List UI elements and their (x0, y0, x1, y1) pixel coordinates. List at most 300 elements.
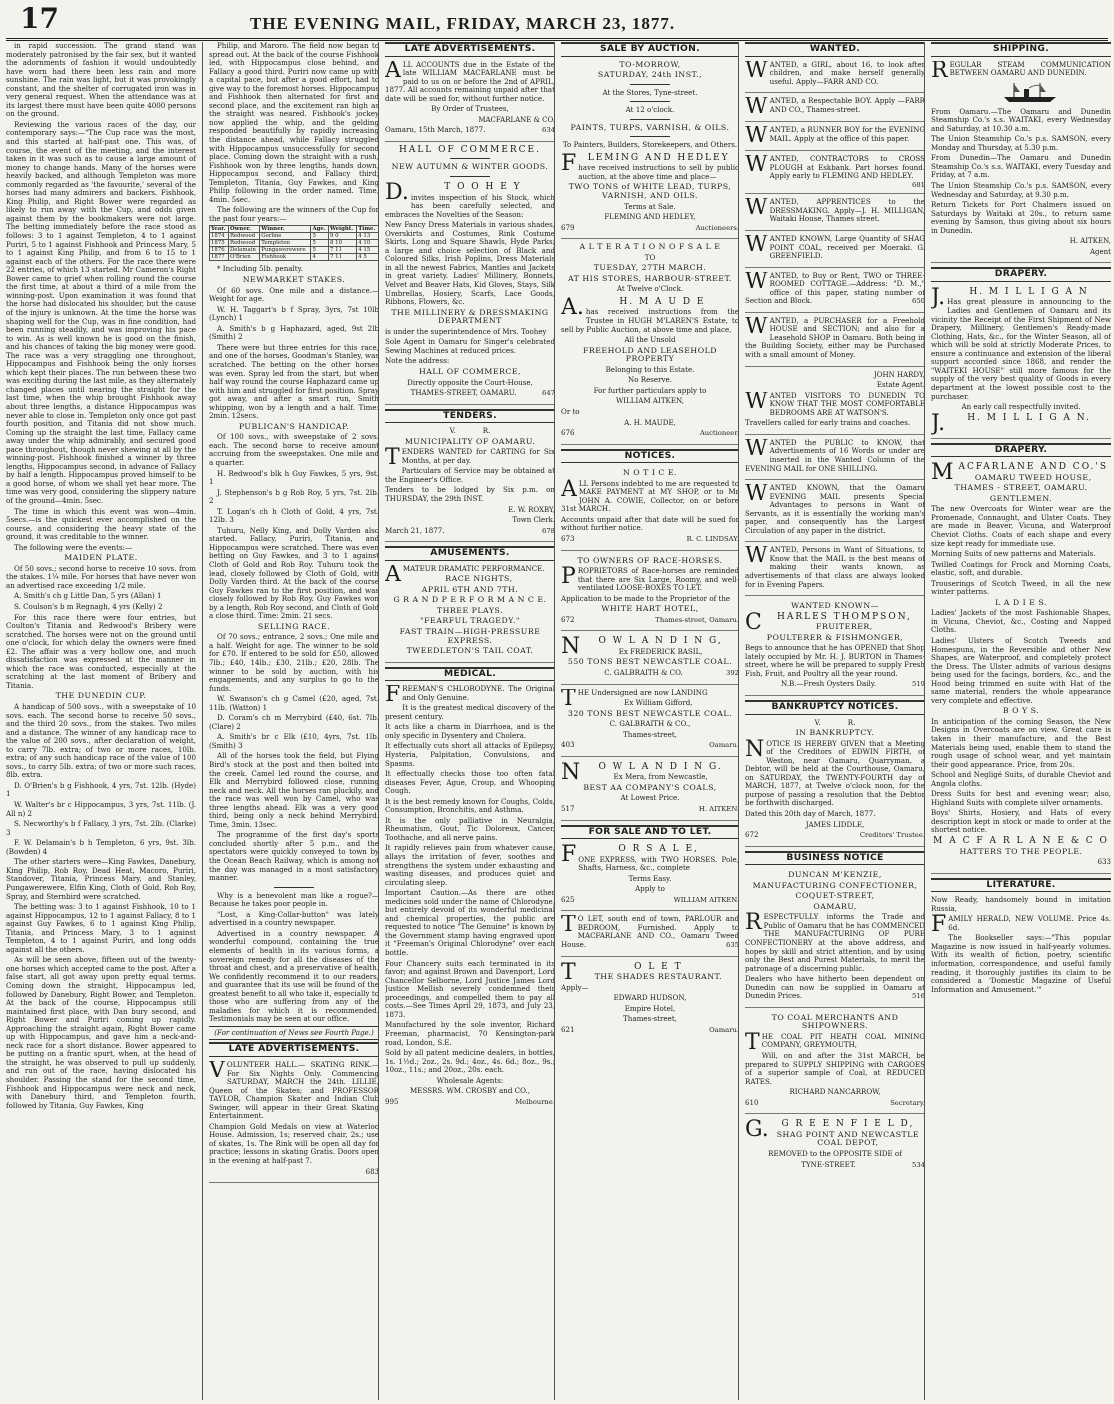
ad-text: From Dunedin—The Oamaru and Dunedin Steamship Co.'s s.s. WAITAKI, every Tuesday and Friday, at 7 a.m. (931, 153, 1111, 180)
divider (450, 176, 490, 177)
vr-v: V. (814, 718, 821, 727)
ad-name: O W L A N D I N G, (598, 636, 723, 647)
ad-text: TO (644, 252, 656, 262)
race-result: S. Coulson's b m Regnagh, 4 yrs (Kelly) 2 (14, 602, 163, 611)
ad-text: Ladies' Ulsters of Scotch Tweeds and Homespuns, in the Reversible and other New Shapes, are Waterproof, and completely protect the Dress. The Ulster admits of various designs being used for the facings, borders, &c., and the Hood being trimmed en suite with Hat of the same material, renders the whole appearance very complete and effective. (931, 635, 1111, 705)
ad-text: Important Caution.—As there are other medicines sold under the name of Chlorodyne, but entirely devoid of its wonderful medicinal and chemical properties, the public are requested to notice "The Genuine" is known by the Government stamp having engraved upon it "Freeman's Original Chlorodyne" over each bottle. (385, 888, 555, 958)
ad-text: OAMARU, (813, 901, 857, 911)
ad-text: RACE NIGHTS, (445, 574, 513, 584)
ad-text: For further particulars apply to (593, 385, 707, 395)
ad-text: At 12 o'clock. (625, 105, 675, 115)
ad-text: Begs to announce that he has OPENED that Shop lately occupied by Mr. H. J. BURTON in Thames-street, where he will be prepared to supply Fresh Fish, Fruit, and Poultry all the year round. (745, 643, 925, 678)
dropcap: R (931, 60, 948, 83)
ad-heading: TO OWNERS OF RACE-HORSES. (577, 555, 723, 565)
ad-name: O R S A L E, (618, 844, 699, 855)
masthead-rule (6, 38, 1108, 41)
ad-text: ANTED, CONTRACTORS to CROSS PLOUGH at Eskbank. Part horses found. Apply early to FLEMING AND HEDLEY. (769, 155, 925, 181)
dropcap: W (745, 126, 768, 149)
ad-signature: RICHARD NANCARROW, (789, 1087, 881, 1097)
ad-number: 519 (912, 680, 925, 689)
ad-date: Dated this 20th day of March, 1877. (745, 809, 876, 818)
table-cell: 8 10 (329, 240, 357, 247)
ad-text: To Painters, Builders, Storekeepers, and Others. (562, 140, 738, 150)
dropcap: A. (561, 295, 584, 320)
ad-number: 672 (745, 830, 759, 840)
ad-for-sale-express (561, 843, 739, 911)
table-header: Year. (210, 226, 229, 233)
ad-signature: WILLIAM AITKEN, (615, 396, 685, 406)
ad-text: COQUET-STREET, (795, 891, 875, 901)
ad-text: The new Overcoats for Winter wear are the Promenade, Connaught, and Ulster Coats. They are made in Beaver, Vicuna, and Waterproof Cheviot Cloths. Coats of each shape and every size kept ready for immediate use. (931, 504, 1111, 548)
ad-text: Terms Easy. (628, 873, 672, 883)
ad-heading: NEW AUTUMN & WINTER GOODS. (391, 162, 549, 172)
ad-text: Empire Hotel, (624, 1003, 676, 1013)
article-paragraph: Of 100 sovs., with sweepstake of 2 sovs. each. The second horse to receive amount accruing from the sweepstakes. One mile and a quarter. (209, 432, 379, 467)
ad-signature: MACFARLANE & CO. (478, 115, 555, 124)
ad-text: No Reserve. (628, 375, 672, 385)
ad-text: Dress Suits for best and evening wear; also, Highland Suits with complete silver ornaments. (931, 789, 1111, 807)
ad-signature: C. GALBRAITH & CO. (604, 667, 683, 677)
ad-text: ANTED the PUBLIC to KNOW, that Advertisements of 16 Words or under are inserted in the Wanted Column of the EVENING MAIL for ONE SHILLING. (745, 438, 925, 473)
ad-role: Estate Agent. (876, 381, 925, 390)
ad-wanted-visitors (745, 392, 925, 435)
dropcap: W (745, 271, 768, 294)
ad-signature: FLEMING AND HEDLEY, (604, 212, 696, 222)
ad-signature: A. H. MAUDE, (624, 417, 676, 427)
article-paragraph: All of the horses took the field, but Flying Bird's stock at the post and then bolted into the creek. Camel led round the course, and Elk and Merrybird followed close, running neck and neck. All the horses ran pluckily, and the race was well won by Camel, who was three lengths ahead. Elk was a very good third, being only a neck behind Merrybird. Time, 3min. 13sec. (209, 751, 379, 829)
ad-text: OAMARU TWEED HOUSE, (974, 472, 1092, 482)
table-cell: 7 11 (329, 247, 357, 254)
dropcap: F (385, 685, 401, 708)
table-cell: 4 10 (357, 240, 379, 247)
column-2-race-report (202, 42, 385, 1400)
table-row (210, 254, 379, 261)
ad-text: It effectually cuts short all attacks of Epilepsy, Hysteria, Palpitation, Convulsions, and Spasms. (385, 741, 555, 768)
ad-text: Now Ready, handsomely bound in imitation Russia, (931, 896, 1111, 913)
section-heading-bankruptcy: BANKRUPTCY NOTICES. (745, 700, 925, 715)
ad-text: Ex FREDERICK BASIL, (618, 646, 703, 656)
ad-text: It is the best remedy known for Coughs, Colds, Consumption, Bronchitis, and Asthma. (385, 796, 555, 815)
race-result: S. Necworthy's b f Fallacy, 3 yrs, 7st. 2lb. (Clarke) 3 (6, 819, 196, 837)
race-result: H. Redwood's blk h Guy Fawkes, 5 yrs, 9st. 1 (209, 468, 379, 487)
ad-text: LL ACCOUNTS due in the Estate of the late WILLIAM MACFARLANE must be paid to us on or before the 2nd of APRIL, 1877. All accounts remaining unpaid after that date will be sued for, without further notice. (385, 60, 555, 103)
table-cell: 5 (311, 247, 329, 254)
dropcap: W (745, 391, 768, 414)
ad-number: 647 (542, 389, 555, 398)
ad-undersigned-landing (561, 689, 739, 757)
dropcap: A (561, 476, 577, 502)
dropcap: T (745, 1029, 760, 1055)
table-note: * Including 5lb. penalty. (217, 264, 303, 274)
ad-volunteer-hall (209, 1061, 379, 1183)
ad-heading: FREEHOLD AND LEASEHOLD PROPERTY (582, 345, 718, 364)
ad-text: have received instructions to sell by public auction, at the above time and place— (578, 163, 739, 181)
ad-text: ONE EXPRESS, with TWO HORSES. Pole, Shafts, Harness, &c., complete (578, 854, 739, 873)
ad-signature: H. M I L L I G A N. (967, 412, 1091, 423)
ad-wanted-public (745, 439, 925, 480)
ad-now-landing-1 (561, 635, 739, 684)
ad-text: ANTED KNOWN, that the Oamaru EVENING MAIL presents Special Advantages to persons in Want of Servants, as it is essentially the working man's paper, and consequently has the Largest Circulation of any paper in the district. (745, 484, 925, 535)
divider (630, 101, 670, 102)
ad-now-landing-2 (561, 761, 739, 821)
ad-charles-thompson (745, 600, 925, 696)
dropcap: J. (931, 410, 946, 436)
ad-text: Champion Gold Medals on view at Waterloo House. Admission, 1s; reserved chair, 2s.; use of skates, 1s. The Rink will be open all day for practice; lessons in skating Gratis. Doors open in the evening at half-past 7. (209, 1121, 379, 1165)
ad-text: Accounts unpaid after that date will be sued for without further notice. (561, 514, 739, 533)
table-row (210, 240, 379, 247)
ad-municipality-tender (385, 427, 555, 542)
table-cell: Templeton (260, 240, 311, 247)
article-paragraph: The time in which this event was won—4min. 5secs.—is the quickest ever accomplished on the course, and considering the heavy state of the ground, it was creditable to the winner. (6, 506, 196, 542)
table-cell: 4 13 (357, 233, 379, 240)
ad-to-let-parlour (561, 915, 739, 956)
wanted-ad (745, 235, 925, 268)
section-heading-late-ads: LATE ADVERTISEMENTS. (209, 1042, 379, 1057)
article-paragraph: in rapid succession. The grand stand was moderately patronised by the fair sex, but it wanted the adornments of fashion it would undoubtedly have worn had there been less rain and more sunshine. The rain was light, but it was provokingly constant, and the shelter of corrugated iron was in very general request. When the attendance was at its largest there must have been quite 4000 persons on the ground. (6, 42, 196, 119)
race-heading: THE DUNEDIN CUP. (55, 691, 147, 701)
ad-text: REMOVED to the OPPOSITE SIDE of (768, 1148, 902, 1158)
table-cell: 1877 (210, 254, 229, 261)
ad-role: Secretary. (890, 1098, 925, 1107)
race-result: F. W. Delamain's b h Templeton, 6 yrs, 9st. 3lb. (Bowden) 4 (6, 838, 196, 856)
divider (630, 136, 670, 137)
ad-text: FAST TRAIN—HIGH-PRESSURE EXPRESS. (399, 626, 541, 645)
section-heading-sale-by-auction: SALE BY AUCTION. (561, 42, 739, 57)
ad-heading: A L T E R A T I O N O F S A L E (579, 242, 721, 252)
ad-text: Twilled Coatings for Frock and Morning Coats, elastic, soft, and durable. (931, 559, 1111, 578)
section-heading-notices: NOTICES. (561, 449, 739, 464)
race-heading: PUBLICAN'S HANDICAP. (238, 421, 350, 431)
ad-text: School and Negligé Suits, of durable Cheviot and Angola cloths. (931, 770, 1111, 788)
dropcap: N (561, 760, 581, 785)
ad-text: TO-MORROW, (619, 59, 681, 69)
ad-text: It rapidly relieves pain from whatever cause, allays the irritation of fever, soothes and strengthens the system under exhausting and wasting diseases, and produces quiet and circulating sleep. (385, 843, 555, 887)
table-header: Age. (311, 226, 329, 233)
ad-name: HE COAL PIT HEATH COAL MINING COMPANY, GREYMOUTH, (761, 1031, 925, 1050)
ad-role: Agent (1090, 247, 1111, 256)
article-paragraph: Reviewing the various races of the day, our contemporary says:—"The Cup race was the most, and this started at half-past one. This was, of course, the event of the meeting, and the interest taken in it was such as to cause a large amount of money to change hands. Many of the horses were heavily backed, and although Templeton was more commonly regarded as 'the favourite,' several of the horses had many admirers and backers. Fishhook, King Philip, and Right Bower were regarded as likely to run away with the Cup, and odds given against them by the bookmakers were not large. The betting immediately before the race stood as follows: 3 to 1 against Templeton, 4 to 1 against Puriri, 5 to 1 against Fishhook and Princess Mary, 5 to 1 against King Philip, and from 6 to 15 to 1 against each of the others. For the race there were 22 entries, of which 13 started. Mr Cameron's Right Bower came to grief when rolling round the course the first time, at about a third of a mile from the winning-post. Upon examination it was found that the horse had dislocated his shoulder, but the cause of the injury is unknown. At the time the horse was shaping well for the Cup, was in fine condition, had been running steadily, and was improving his pace to win. As is well known he is good on the finish, and his chances of taking the big money were good. The race was a very straggling one throughout, Hippocampus and Fishhook being the only horses which kept their places. The run between these two was exciting during the last mile, as they alternately changed places until nearing the straight for the last time, when the whip brought Fishhook away about three lengths, a distance Hippocampus was never able to close in. Templeton only once got past fourth position, and Titania did not show much. Coming up the straight the last time, Fallacy came away under the whip admirably, and secured good pace throughout, though never shewing at all by the winning-post. Fishhook finished a winner by three lengths, Hippocampus second, in advance of Fallacy by half a length. Hippocampus proved himself to be a good horse, of whom we shall yet hear more. The time was very good, considering the slippery nature of the ground—4min. 5sec. (6, 119, 196, 505)
ad-number: 672 (561, 614, 575, 624)
wanted-ad (745, 317, 925, 367)
ad-city: Oamaru. (709, 741, 739, 750)
table-cell: 4 15 (357, 247, 379, 254)
ad-toohey (385, 181, 555, 405)
ad-text: An early call respectfully invited. (961, 402, 1081, 412)
wanted-ads-list (745, 61, 925, 367)
section-heading-for-sale: FOR SALE AND TO LET. (561, 825, 739, 840)
ad-date: March 21, 1877. (385, 525, 445, 535)
ad-heading: 550 TONS BEST NEWCASTLE COAL. (567, 657, 733, 667)
dropcap: D. (385, 181, 409, 206)
ad-signature: JAMES LIDDLE, (805, 819, 865, 829)
dropcap: N (561, 635, 581, 660)
dropcap: N (745, 736, 765, 762)
table-cell: 7 11 (329, 254, 357, 261)
table-header: Weight. (329, 226, 357, 233)
vr-r: R. (847, 718, 856, 727)
ad-text: APRIL 6TH AND 7TH. (421, 584, 519, 594)
race-result: W. H. Taggart's b f Spray, 3yrs, 7st 10lb (Lynch) 1 (209, 304, 379, 323)
ad-coal-pit-heath (745, 1012, 925, 1114)
ad-heading: BEST AA COMPANY'S COALS, (583, 782, 717, 792)
ad-heading: PAINTS, TURPS, VARNISH, & OILS. (570, 122, 730, 132)
race-result: A. Smith's br c Elk (£10, 4yrs, 7st. 1lb. (Smith) 3 (209, 732, 379, 750)
article-paragraph: The other starters were—King Fawkes, Danebury, King Philip, Rob Roy, Dead Heat, Macoro, Puriri, Standover, Titania, Princess Mary, and Stanley, Pungawerewere, Elfin King, Cloth of Gold, Rob Roy, Spray, and Sternbird were scratched. (6, 857, 196, 901)
ad-text: ANTED KNOWN, Large Quantity of SHAG POINT COAL, received per Moeraki. G. GREENFIELD. (769, 235, 925, 261)
table-cell: Fishhook (260, 254, 311, 261)
ad-heading: TO COAL MERCHANTS AND SHIPOWNERS. (771, 1012, 899, 1031)
ad-text: It acts like a charm in Diarrhoea, and is the only specific in Dysentery and Cholera. (385, 722, 555, 740)
race-result: W. Swanson's ch g Camel (£20, aged, 7st. 11lb. (Watton) 1 (209, 694, 379, 712)
dropcap: T (561, 688, 576, 711)
ad-text: Particulars of Service may be obtained at the Engineer's Office. (385, 466, 555, 484)
ad-number: 673 (561, 533, 575, 543)
page-number: 17 (20, 2, 59, 35)
race-result: A. Smith's b g Haphazard, aged, 9st 2lb (Smith) 2 (209, 323, 379, 342)
dropcap: W (745, 484, 768, 507)
ad-text: Four Chancery suits each terminated in its favor; and against Brown and Davenport, Lord Chancellor Selborne, Lord Justice James Lord Justice Mellish severely condemned their proceedings, and compelled them to pay all costs.—See Times April 29, 1873, and July 23, 1873. (385, 958, 555, 1019)
ad-signature: C. GALBRAITH & CO., (609, 719, 691, 729)
ad-signature: MESSRS. WM. CROSBY and CO., (410, 1086, 530, 1096)
dropcap: W (745, 235, 768, 258)
ad-signature: R. C. LINDSAY. (686, 534, 739, 543)
section-heading-drapery: DRAPERY. (931, 443, 1111, 458)
article-paragraph: Advertised in a country newspaper. A wonderful compound, containing the true elements of health in its various forms, a sovereign remedy for all the diseases of the throat and chest, and a preservative of health. We confidently recommend it to our readers, and guarantee that its use will be found of the greatest benefit to all who take it, especially to those who are suffering from any of the maladies for which it is recommended. Testimonials may be seen at our office. (209, 928, 379, 1024)
ad-heading: AT HIS STORES, HARBOUR-STREET. (567, 273, 733, 283)
ad-name: T O O H E Y (444, 182, 522, 193)
ad-heading: IN BANKRUPTCY. (795, 728, 875, 738)
section-heading-shipping: SHIPPING. (931, 42, 1111, 57)
dropcap: T (561, 915, 576, 938)
article-paragraph: Philip, and Maroro. The field now began to spread out. At the back of the course Fishhook led, with Hippocampus close behind, and Fallacy a good third. Puriri now came up with a capital pace, but after a good effort, had to give way to the foremost horses. Hippocampus and Fishhook then alternated for first and second place, and the excitement ran high as the straight was neared. Fishhook's jockey now applied the whip, and the gelding responded beautifully by rapidly increasing the distance ahead, while Fallacy struggled with Hippocampus unsuccessfully for second place. Coming down the straight with a rush, Fishhook won by three lengths, hands down, Hippocampus second, and Fallacy third; Templeton, Titania, Guy Fawkes, and King Philip following in the order named. Time, 4min. 5sec. (209, 42, 379, 204)
column-4-auctions-notices (554, 42, 745, 1400)
table-body (210, 233, 379, 261)
ad-heading: THE SHADES RESTAURANT. (594, 972, 723, 982)
section-heading-drapery: DRAPERY. (931, 267, 1111, 282)
ad-signature: Town Clerk. (512, 516, 555, 525)
ad-text: FRUITERER, (816, 622, 873, 632)
dropcap: W (745, 60, 768, 83)
ad-number: 534 (912, 1160, 925, 1169)
table-row (210, 233, 379, 240)
ad-heading: HALL OF COMMERCE. (398, 144, 541, 155)
ad-address: HALL OF COMMERCE, (418, 366, 522, 376)
ad-text: The Union Steamship Co.'s p.s. SAMSON, every Monday and Thursday, at 5.30 p.m. (931, 134, 1111, 152)
ad-text: Sold by all patent medicine dealers, in bottles, 1s. 1½d.; 2oz., 2s. 9d.; 4oz., 4s. 6d.; 8oz., 9s.; 10oz., 11s.; and 20oz., 20s. each. (385, 1048, 555, 1075)
ad-text: At the Stores, Tyne-street. (602, 87, 698, 97)
ad-fleming-hedley (561, 152, 739, 239)
race-heading: NEWMARKET STAKES. (242, 275, 346, 285)
ad-text: Apply— (561, 982, 589, 992)
table-header: Winner. (260, 226, 311, 233)
dropcap: G. (745, 1118, 769, 1143)
ad-text: By Order of Trustees, (431, 104, 509, 114)
ad-text: is under the superintendence of Mrs. Toohey (385, 326, 547, 336)
table-cell: Redwood (228, 240, 259, 247)
table-cell: Redwood (228, 233, 259, 240)
race-result: T. Logan's ch h Cloth of Gold, 4 yrs, 7st. 12lb. 3 (209, 506, 379, 525)
ad-text: Ex William Gifford, (624, 698, 693, 708)
column-5-wanted-business (738, 42, 931, 1400)
table-cell: 1874 (210, 233, 229, 240)
ad-text: ANTED, to Buy or Rent, TWO or THREE-ROOMED COTTAGE.—Address: "D. M.," office of this paper, stating number of Section and Block. (745, 271, 925, 306)
ad-name: DUNCAN M'KENZIE, (788, 870, 882, 880)
ad-text: "FEARFUL TRAGEDY." (420, 616, 520, 626)
ad-text: EGULAR STEAM COMMUNICATION BETWEEN OAMARU AND DUNEDIN. (949, 60, 1111, 78)
article-paragraph: As will be seen above, fifteen out of the twenty-one horses which accepted came to the post. After a false start, all got away upon pretty equal terms. Coming down the straight, Hippocampus led, followed by Danebury, Right Bower, and Templeton. At the back of the course, Hippocampus still maintained first place, with Dan bury second, and Right Bower and Puriri coming up rapidly. Approaching the straight again, Right Bower came up with Hippocampus, and gave him a neck-and-neck race for a short distance. Bower appeared to be putting on a frantic spurt, when, at the head of the straight, he was observed to pull up suddenly, and run out of the race, having dislocated his shoulder. Passing the stand for the second time, Fishhook and Hippocampus were neck and neck, with Danebury third, and Templeton fourth, followed by Titania, Guy Fawkes, King (6, 955, 196, 1110)
ad-text: SHAG POINT AND NEWCASTLE COAL DEPOT, (776, 1129, 920, 1148)
ad-text: Boys' Shirts, Hosiery, and Hats of every description kept in stock or made to order at the shortest notice. (931, 808, 1111, 835)
dropcap: C (745, 609, 762, 635)
ad-number: 995 (385, 1096, 399, 1106)
article-paragraph: There were but three entries for this race, and one of the horses, Goodman's Stanley, was scratched. The betting on the other horses was even. Spray led from the start, but when half way round the course Haphazard came up with him and struggled for first position. Spray got away, and after a smart run, Smith whipping, won by a length and a half. Time: 2min. 12secs. (209, 342, 379, 421)
wanted-ad (745, 198, 925, 231)
race-result: A. Smith's ch g Little Dan, 5 yrs (Allan) 1 (14, 591, 162, 601)
ad-address: Thames-street, (623, 729, 677, 739)
ad-text: THAMES - STREET, OAMARU. (954, 483, 1088, 493)
ad-text: All the Unsold (624, 335, 676, 345)
ad-signature: EDWARD HUDSON, (613, 993, 687, 1003)
ad-name: O W L A N D I N G. (598, 761, 723, 772)
ad-number: 633 (1097, 858, 1111, 867)
ad-number: 621 (561, 1024, 575, 1034)
ad-text: ROPRIETORS of Race-horses are reminded that there are Six Large, Roomy, and well-ventilated LOOSE-BOXES TO LET. (577, 566, 739, 593)
table-cell: Gorline (260, 233, 311, 240)
ad-wanted-known (745, 484, 925, 542)
ad-text: Trouserings of Scotch Tweed, in all the new winter patterns. (931, 578, 1111, 597)
dropcap: F (561, 151, 577, 176)
ad-race-horse-boxes (561, 555, 739, 632)
dropcap: W (745, 155, 768, 178)
newspaper-title: THE EVENING MAIL, FRIDAY, MARCH 23, 1877. (250, 14, 676, 33)
ad-text: Morning Suits of new patterns and Materials. (931, 549, 1096, 559)
table-cell: Pungawerewere (260, 247, 311, 254)
steamship-icon (1000, 80, 1060, 104)
ad-number: 516 (912, 992, 925, 1001)
divider (630, 84, 670, 85)
table-cell: 4 5 (357, 254, 379, 261)
ad-text: The Union Steamship Co.'s p.s. SAMSON, every Wednesday and Saturday, at 9.30 p.m. (931, 181, 1111, 199)
masthead (0, 0, 1114, 40)
ad-family-herald (931, 896, 1111, 1000)
section-heading-amusements: AMUSEMENTS. (385, 546, 555, 561)
ad-text: Has great pleasure in announcing to the Ladies and Gentlemen of Oamaru and its vicinity the Receipt of the First Shipment of New Drapery, Millinery, Gentlemen's Ready-made Clothing, Hats, &c., for the Winter Season, all of which will be sold at strictly Moderate Prices, to ensure a continuance and extension of the liberal support accorded since 1868, and render the "WAITEKI HOUSE" still more famous for the supply of the very best quality of Goods in every department at the lowest possible cost to the purchaser. (931, 297, 1111, 401)
ad-wanted-situations (745, 546, 925, 596)
ad-name: ACFARLANE AND CO.'S (958, 462, 1109, 473)
wanted-ad (745, 97, 925, 122)
race-heading: SELLING RACE. (257, 621, 331, 631)
article-paragraph: Why is a benevolent man like a rogue?— Because he takes poor people in. (209, 890, 379, 909)
ad-text: TWEEDLETON'S TAIL COAT. (406, 646, 534, 656)
ad-text: At Lowest Price. (620, 793, 680, 803)
article-paragraph: A handicap of 500 sovs., with a sweepstake of 10 sovs. each. The second horse to receive 50 sovs., and the third 20 sovs., from the stakes. Two miles and a distance. The winner of any handicap race to the value of 200 sovs., after declaration of weight, to carry 7lb. extra; of two or more races, 10lb. extra; of any such handicap race of the value of 100 sovs., to carry 5lb. extra; of two or more such races, 8lb. extra. (6, 702, 196, 780)
ad-number: 681 (912, 180, 925, 189)
article-paragraph: "Lost, a King-Collar-button" was lately advertised in a country newspaper. (209, 909, 379, 928)
ad-role: Auctioneers. (695, 223, 739, 232)
wanted-ad (745, 155, 925, 194)
ad-number: 517 (561, 804, 575, 813)
section-heading-medical: MEDICAL. (385, 667, 555, 682)
ad-text: New Fancy Dress Materials in various shades, Overskirts and Costumes, Rink Costume Skirts, Long and Square Shawls, Hyde Parks; a large and choice selection of Black and Coloured Silks, Irish Poplins, Dress Materials in all the newest Fabrics, Mantles and Jackets in great variety. Ladies' Millinery, Bonnets, Velvet and Beaver Hats, Kid Gloves, Stays, Silk Umbrellas, Hosiery, Scarfs, Lace Goods, Ribbons, Flowers, &c. (385, 220, 555, 307)
ad-number: 610 (745, 1097, 759, 1107)
continuation-note: (For continuation of News see Fourth Page.) (209, 1026, 379, 1041)
ad-heading: L A D I E S. (995, 597, 1047, 607)
column-3-advertisements (378, 42, 561, 1400)
ad-text: Travellers called for early trains and coaches. (745, 418, 911, 428)
section-heading-tenders: TENDERS. (385, 409, 555, 424)
table-cell: 4 (311, 254, 329, 261)
ad-text: It effectually checks those too often fatal diseases Fever, Ague, Croup, and Whooping Cough. (385, 769, 555, 796)
dropcap: T (385, 445, 400, 471)
race-result: D. Coram's ch m Merrybird (£40, 6st. 7lb. (Clare) 2 (209, 713, 379, 731)
dropcap: J. (931, 285, 946, 310)
ad-name: O L E T (634, 961, 683, 972)
ad-number: 678 (542, 526, 555, 535)
vr-r: R. (482, 427, 491, 436)
ad-name: LEMING AND HEDLEY (587, 152, 730, 163)
ad-text: ANTED, a PURCHASER for a Freehold HOUSE and SECTION; and also for a Leasehold SHOP in Oamaru. Both being in the Building Society, either may be Purchased with a small amount of Money. (745, 316, 925, 360)
ad-name: AMILY HERALD, NEW VOLUME. Price 4s. 6d. (948, 914, 1111, 932)
ad-signature: M A C F A R L A N E & C O (933, 836, 1109, 847)
ad-city: Oamaru. (709, 1025, 739, 1034)
table-cell: 5 (311, 233, 329, 240)
ad-signature: H. AITKEN, (1069, 237, 1111, 246)
ad-text: The Bookseller says:—"This popular Magazine is now issued in half-yearly volumes. With its wealth of fiction, poetry, scientific information, correspondence, and useful family reading, it thoroughly justifies its claim to be considered a 'Domestic Magazine of Useful Information and Amusement.'" (931, 933, 1111, 994)
ad-number: 683 (365, 1167, 379, 1176)
article-paragraph: The betting was: 3 to 1 against Fishhook, 10 to 1 against Hippocampus, 12 to 1 against Fallacy, 8 to 1 against Guy Fawkes, 6 to 1 against King Philip, Titania, and Princess Mary, 3 to 1 against Templeton, 4 to 1 against Puriri, and long odds against all the others. (6, 902, 196, 954)
dropcap: M (931, 461, 954, 486)
ad-text: Return Tickets for Port Chalmers issued on Saturdays by Waitaki at 20s., to return same evening by Samson, thus giving about six hours in Dunedin. (931, 200, 1111, 235)
table-header-row (210, 226, 379, 233)
ad-text: Manufactured by the sole inventor, Richard Freeman, pharmacist, 70 Kensington-park road, London, S.E. (385, 1020, 555, 1047)
ad-greenfield (745, 1118, 925, 1175)
ad-text: OLUNTEER HALL.— SKATING RINK.—For Six Nights Only. Commencing SATURDAY, MARCH the 24th. LILLIE, Queen of the Skates; and PROFESSOR TAYLOR, Champion Skater and Indian Club Swinger, will appear in their Great Skating Entertainment. (209, 1060, 379, 1121)
ad-number: 403 (561, 740, 575, 750)
cup-winners-table (209, 225, 379, 261)
wanted-ad (745, 272, 925, 313)
dropcap: W (745, 316, 768, 339)
ad-heading: THE MILLINERY & DRESSMAKING DEPARTMENT (391, 307, 549, 326)
ad-heading: N O T I C E. (622, 468, 678, 478)
ad-number: 679 (561, 222, 575, 232)
dropcap: V (209, 1060, 225, 1083)
race-heading: MAIDEN PLATE. (64, 553, 138, 563)
ad-text: Tenders to be lodged by Six p.m. on THURSDAY, the 29th INST. (385, 485, 555, 503)
ad-text: Note the address: (385, 356, 450, 366)
dropcap: W (745, 97, 768, 120)
vr-v: V. (449, 427, 456, 436)
ad-text: ANTED, a RUNNER BOY for the EVENING MAIL. Apply at the office of this paper. (769, 126, 925, 143)
ad-text: In anticipation of the coming Season, the New Designs in Overcoats are on view. Great care is taken in their manufacture, and the Best Materials being used, enable them to stand the rough usage of school wear, and yet maintain their good appearance. Price, from 20s. (931, 716, 1111, 769)
ad-text: ANTED, APPRENTICES to the DRESSMAKING. Apply—J. H. MILLIGAN, Waitaki House, Thames street. (769, 198, 925, 224)
table-header: Time. (357, 226, 379, 233)
ad-text: SATURDAY, 24th INST., (597, 70, 703, 80)
dropcap: T (561, 960, 576, 985)
ad-text: ESPECTFULLY informs the Trade and Public of Oamaru that he has COMMENCED THE MANUFACTURING OF PURE CONFECTIONERY at the above address, and hopes by skill and strict attention, and by using only the Best and Purest Materials, to merit the patronage of a discerning public. (745, 912, 925, 973)
ad-text: Dealers who have hitherto been dependent on Dunedin can now be supplied in Oamaru at Dunedin Prices. (745, 974, 925, 1001)
ad-milligan (931, 286, 1111, 439)
ad-text: Or to (561, 406, 580, 416)
section-heading-literature: LITERATURE. (931, 878, 1111, 893)
table-cell: 5 (311, 240, 329, 247)
ad-text: ANTED, Persons in Want of Situations, to Know that the MAIL is the best means of making their wants known, as advertisements of that class are always looked for in Evening Papers. (745, 546, 925, 589)
ad-number: 625 (561, 894, 575, 904)
ad-date: Oamaru, 15th March, 1877. (385, 125, 486, 135)
article-paragraph: Of 50 sovs.; second horse to receive 10 sovs. from the stakes. 1¼ mile. For horses that have never won an advertised race exceeding 1/2 mile. (6, 563, 196, 590)
ad-text: MATEUR DRAMATIC PERFORMANCE. (402, 564, 545, 573)
column-1-race-report (6, 42, 202, 1400)
ad-signature: WILLIAM AITKEN. (673, 895, 739, 904)
